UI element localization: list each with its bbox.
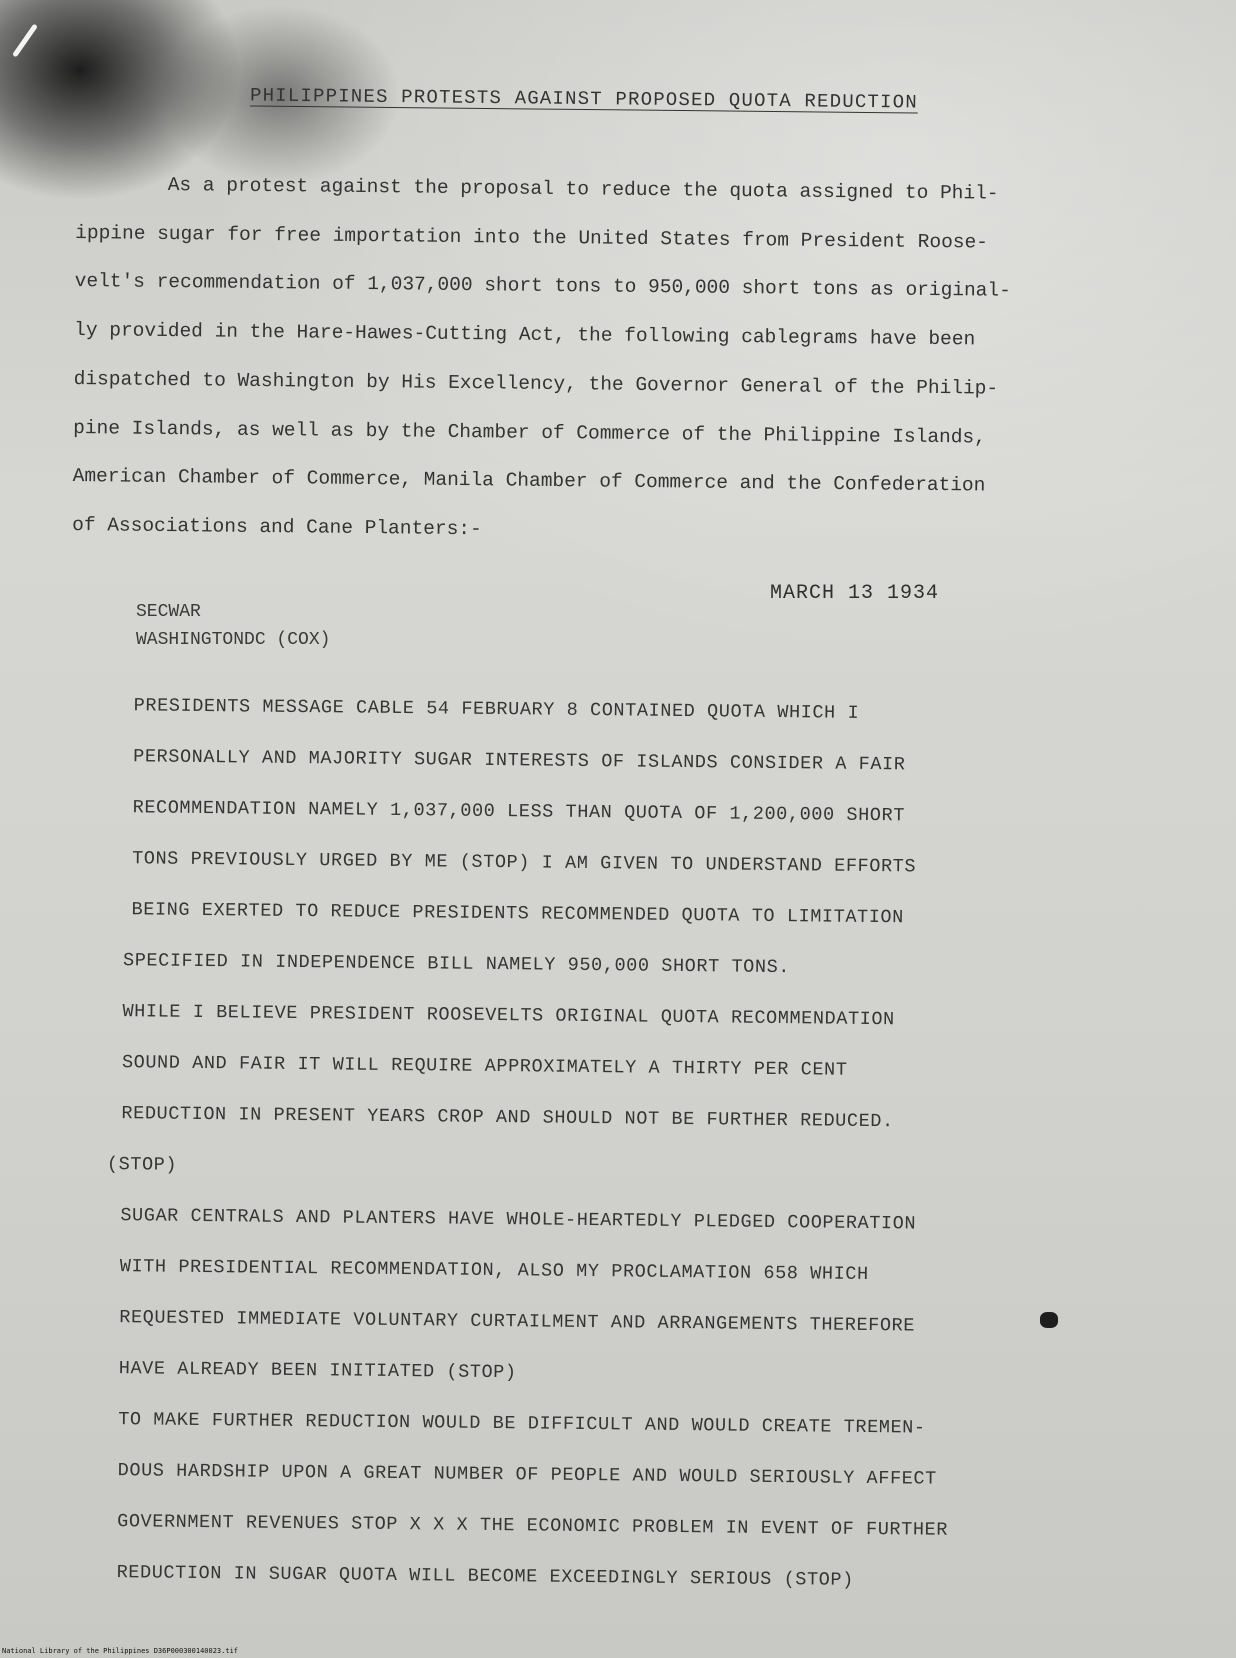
ink-blot — [1040, 1312, 1058, 1328]
cable-line: DOUS HARDSHIP UPON A GREAT NUMBER OF PEOPLE AND WOULD SERIOUSLY AFFECT — [117, 1460, 937, 1490]
cable-line: (STOP) — [106, 1153, 178, 1176]
cable-line: WHILE I BELIEVE PRESIDENT ROOSEVELTS ORIGINAL QUOTA RECOMMENDATION — [122, 1001, 895, 1031]
cable-body — [102, 680, 1112, 1608]
cable-line: PERSONALLY AND MAJORITY SUGAR INTERESTS OF ISLANDS CONSIDER A FAIR — [133, 746, 906, 776]
intro-line: velt's recommendation of 1,037,000 short tons to 950,000 short tons as original- — [74, 270, 1011, 303]
cable-address-block — [136, 598, 330, 654]
cable-line: GOVERNMENT REVENUES STOP X X X THE ECONOMIC PROBLEM IN EVENT OF FURTHER — [117, 1511, 949, 1541]
intro-line: ippine sugar for free importation into the United States from President Roose- — [75, 221, 989, 254]
intro-line: dispatched to Washington by His Excellency, the Governor General of the Philip- — [73, 367, 999, 400]
cable-line: RECOMMENDATION NAMELY 1,037,000 LESS THAN QUOTA OF 1,200,000 SHORT — [132, 797, 906, 827]
intro-line: ly provided in the Hare-Hawes-Cutting Act, the following cablegrams have been — [74, 319, 976, 351]
cable-line: REDUCTION IN SUGAR QUOTA WILL BECOME EXCEEDINGLY SERIOUS (STOP) — [116, 1562, 854, 1591]
intro-line: American Chamber of Commerce, Manila Chamber of Commerce and the Confederation — [72, 465, 986, 497]
cable-line: SUGAR CENTRALS AND PLANTERS HAVE WHOLE-HEARTEDLY PLEDGED COOPERATION — [120, 1205, 917, 1235]
cable-line: SOUND AND FAIR IT WILL REQUIRE APPROXIMATELY A THIRTY PER CENT — [121, 1052, 848, 1081]
cable-line: BEING EXERTED TO REDUCE PRESIDENTS RECOMMENDED QUOTA TO LIMITATION — [131, 899, 904, 929]
cable-date: MARCH 13 1934 — [770, 582, 940, 605]
scan-smudge — [12, 24, 38, 58]
intro-line: As a protest against the proposal to reduce the quota assigned to Phil- — [167, 173, 999, 205]
cable-line: REDUCTION IN PRESENT YEARS CROP AND SHOULD NOT BE FURTHER REDUCED. — [121, 1103, 894, 1133]
cable-line: TONS PREVIOUSLY URGED BY ME (STOP) I AM GIVEN TO UNDERSTAND EFFORTS — [132, 848, 917, 878]
cable-address: WASHINGTONDC (COX) — [136, 630, 331, 650]
intro-paragraph — [72, 160, 1136, 561]
intro-line: of Associations and Cane Planters:- — [72, 513, 482, 541]
cable-addressee: SECWAR — [136, 602, 201, 622]
cable-line: WITH PRESIDENTIAL RECOMMENDATION, ALSO MY PROCLAMATION 658 WHICH — [119, 1256, 869, 1285]
cable-line: PRESIDENTS MESSAGE CABLE 54 FEBRUARY 8 CONTAINED QUOTA WHICH I — [133, 695, 860, 724]
scan-footer: National Library of the Philippines D36P000300140023.tif — [2, 1647, 239, 1655]
cable-line: HAVE ALREADY BEEN INITIATED (STOP) — [118, 1358, 517, 1384]
cable-line: TO MAKE FURTHER REDUCTION WOULD BE DIFFICULT AND WOULD CREATE TREMEN- — [118, 1409, 926, 1439]
document-title: PHILIPPINES PROTESTS AGAINST PROPOSED QUOTA REDUCTION — [249, 84, 919, 114]
cable-line: REQUESTED IMMEDIATE VOLUNTARY CURTAILMENT AND ARRANGEMENTS THEREFORE — [119, 1307, 916, 1337]
intro-line: pine Islands, as well as by the Chamber of Commerce of the Philippine Islands, — [73, 416, 987, 449]
cable-line: SPECIFIED IN INDEPENDENCE BILL NAMELY 950,000 SHORT TONS. — [122, 950, 791, 979]
